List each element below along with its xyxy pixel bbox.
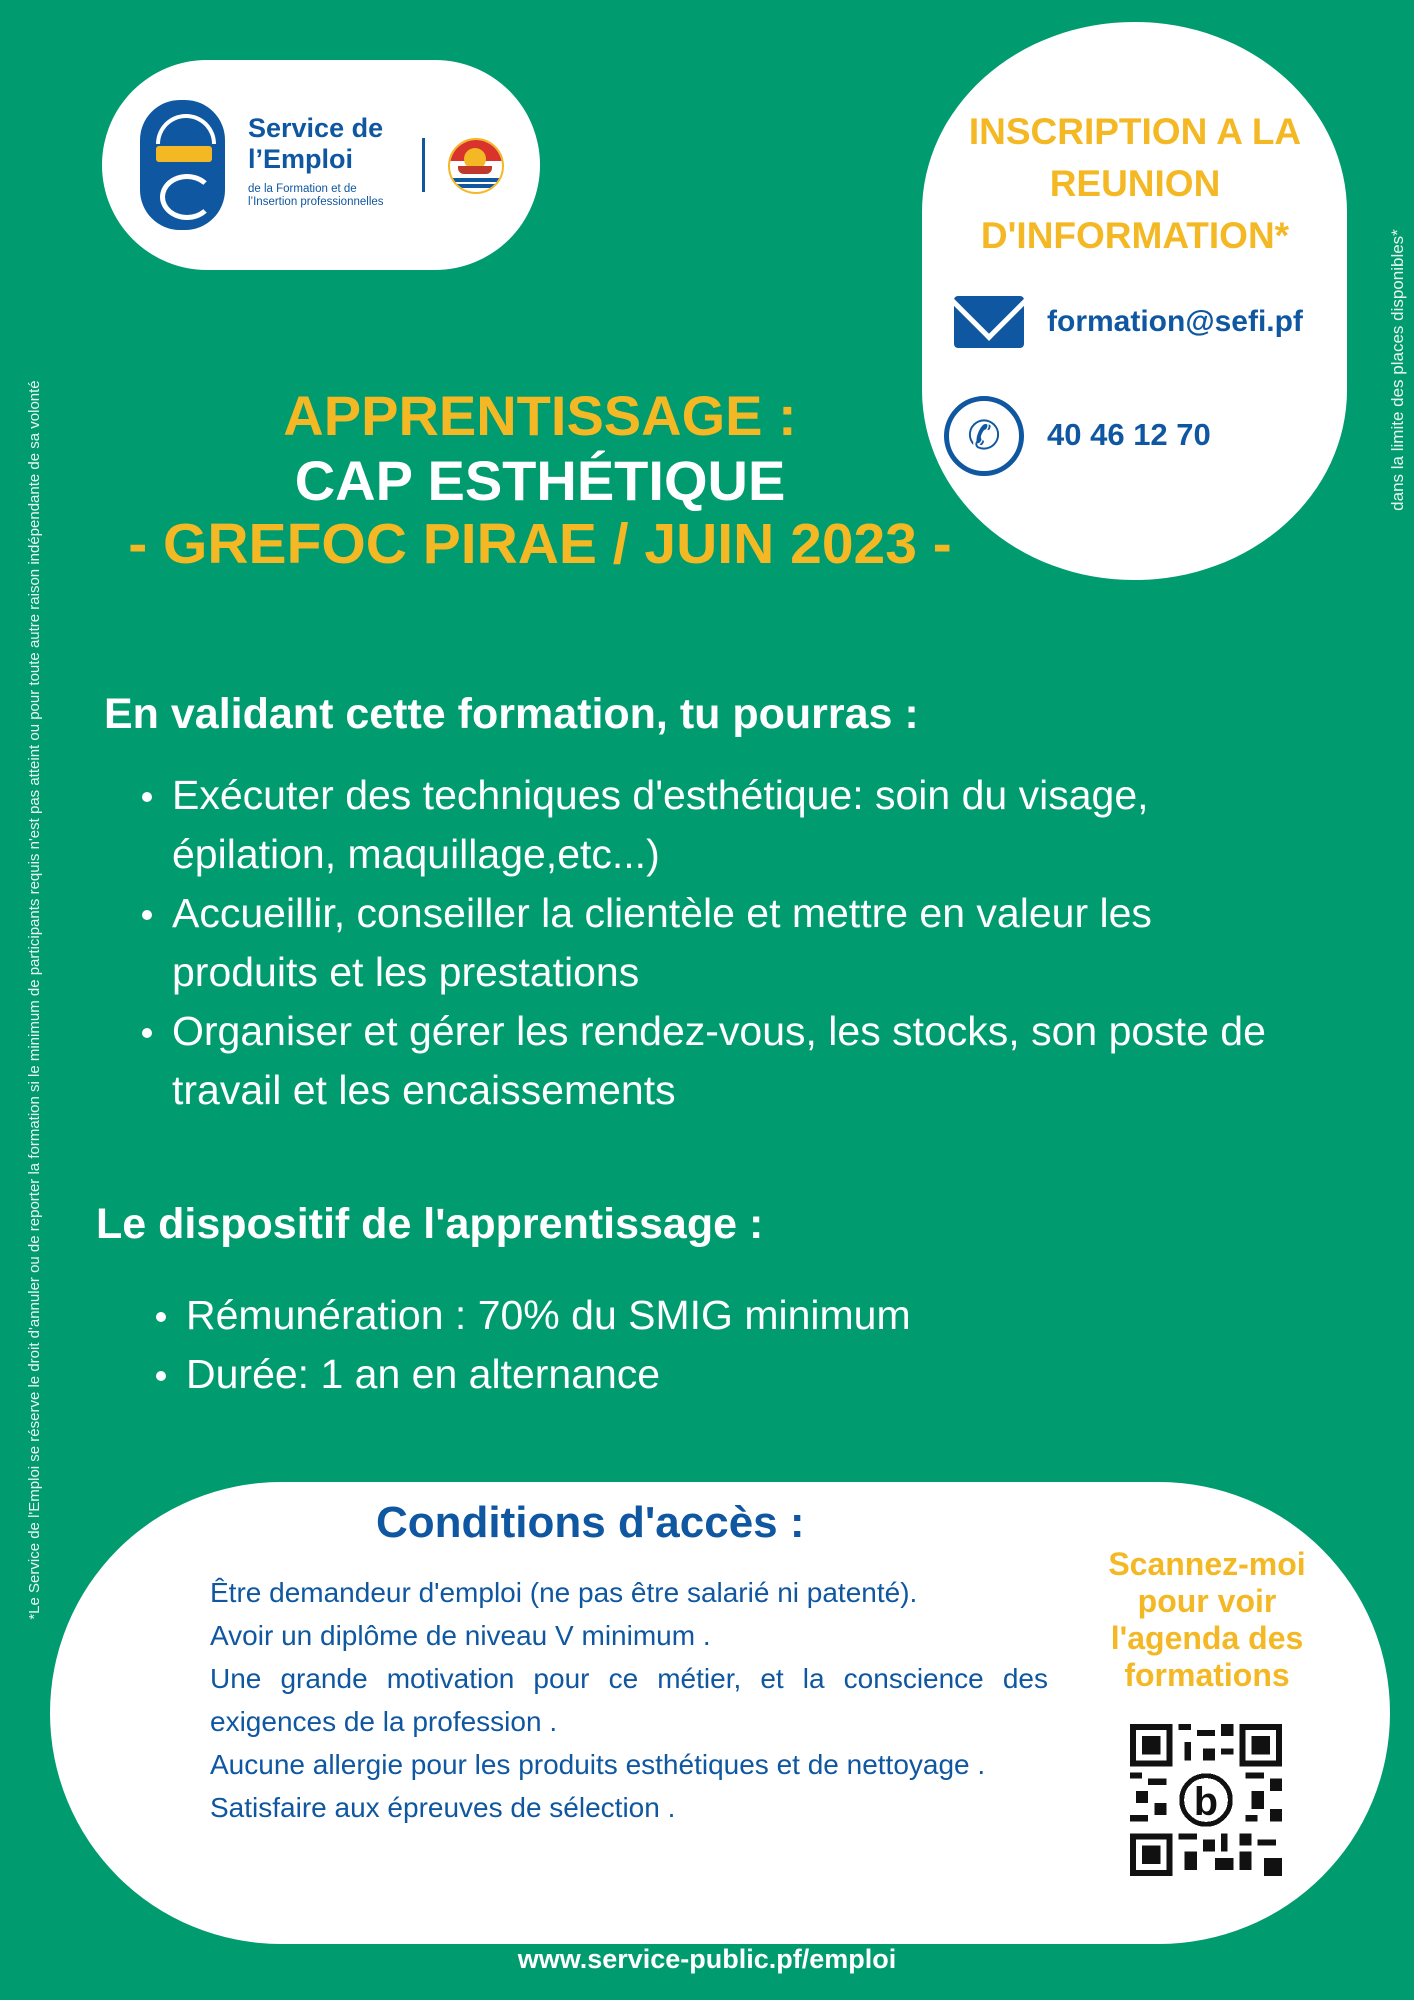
apprentissage-list: [186, 1286, 1186, 1404]
headline-line2: CAP ESTHÉTIQUE: [294, 449, 786, 512]
inscription-title: INSCRIPTION A LA REUNION D'INFORMATION*: [968, 111, 1302, 256]
qr-code-icon[interactable]: [1130, 1724, 1282, 1876]
logo-separator: [422, 138, 425, 192]
list-item: Avoir un diplôme de niveau V minimum .: [210, 1614, 1048, 1657]
contact-email[interactable]: formation@sefi.pf: [1047, 305, 1303, 338]
qr-center-mark: b: [1193, 1780, 1219, 1825]
contact-phone[interactable]: 40 46 12 70: [1047, 417, 1211, 452]
list-item: Être demandeur d'emploi (ne pas être salarié ni patenté).: [210, 1571, 1048, 1614]
list-item: Satisfaire aux épreuves de sélection .: [210, 1786, 1048, 1829]
list-item: Une grande motivation pour ce métier, et la conscience des exigences de la profession .: [210, 1657, 1048, 1743]
logo-subtitle: de la Formation et de l’Insertion professionnelles: [248, 183, 384, 208]
disclaimer-right: dans la limite des places disponibles*: [1388, 229, 1407, 511]
list-item: Accueillir, conseiller la clientèle et mettre en valeur les produits et les prestations: [172, 884, 1292, 1002]
logo-title: Service de l’Emploi: [248, 113, 384, 174]
list-item: Rémunération : 70% du SMIG minimum: [186, 1286, 1186, 1345]
list-item: Organiser et gérer les rendez-vous, les stocks, son poste de travail et les encaissements: [172, 1002, 1292, 1120]
conditions-list: [210, 1571, 1048, 1829]
apprentissage-title: Le dispositif de l'apprentissage :: [96, 1200, 764, 1248]
sefi-logo-icon: [140, 100, 225, 230]
footer-url[interactable]: www.service-public.pf/emploi: [517, 1944, 897, 1974]
skills-title: En validant cette formation, tu pourras :: [104, 690, 919, 738]
scan-me-text: Scannez-moi pour voir l'agenda des formations: [1108, 1546, 1306, 1693]
headline-line1: APPRENTISSAGE :: [283, 384, 797, 447]
disclaimer-left: *Le Service de l'Emploi se réserve le droit d'annuler ou de reporter la formation si le minimum de participants requis n'est pas atteint ou pour toute autre raison indépendante de sa volonté: [26, 380, 43, 1620]
skills-list: [172, 766, 1292, 1120]
list-item: Aucune allergie pour les produits esthétiques et de nettoyage .: [210, 1743, 1048, 1786]
polynesia-emblem-icon: [448, 138, 504, 194]
phone-icon: ✆: [944, 396, 1024, 476]
list-item: Exécuter des techniques d'esthétique: soin du visage, épilation, maquillage,etc...): [172, 766, 1292, 884]
list-item: Durée: 1 an en alternance: [186, 1345, 1186, 1404]
conditions-title: Conditions d'accès :: [376, 1498, 805, 1547]
headline-line3: - GREFOC PIRAE / JUIN 2023 -: [128, 512, 952, 576]
envelope-icon: [954, 296, 1024, 348]
